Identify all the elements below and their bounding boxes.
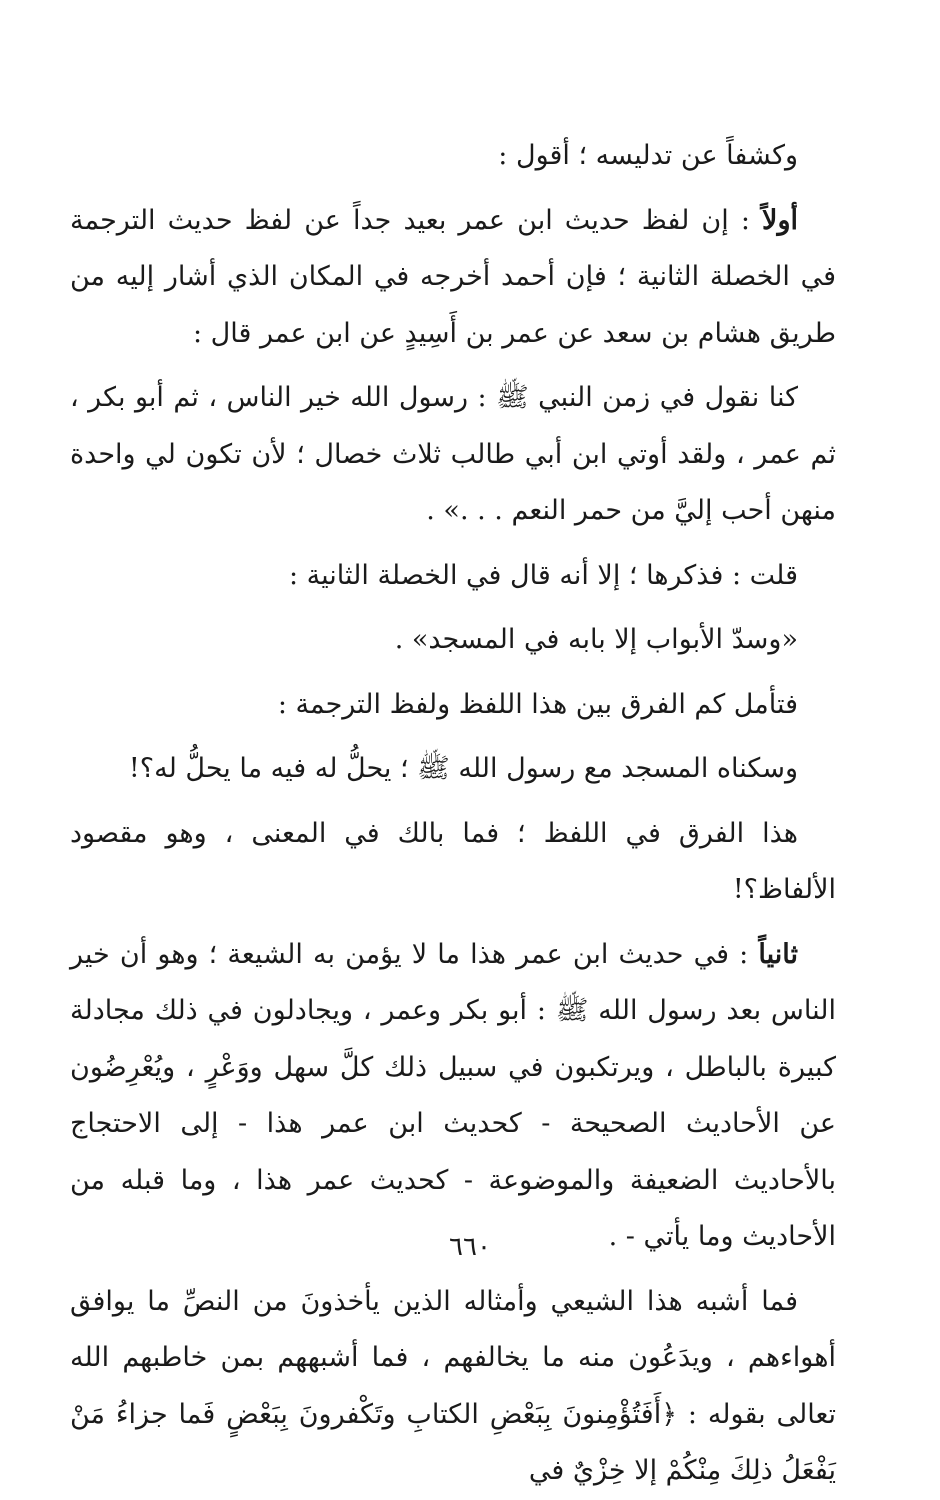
paragraph-2: أولاً : إن لفظ حديث ابن عمر بعيد جداً عن لفظ حديث الترجمة في الخصلة الثانية ؛ فإن أحمد أخرجه في المكان الذي أشار إليه من طريق هشام بن سعد عن عمر بن أَسِيدٍ عن ابن عمر قال : — [70, 204, 836, 349]
paragraph-1: وكشفاً عن تدليسه ؛ أقول : — [498, 140, 798, 171]
paragraph-9: ثانياً : في حديث ابن عمر هذا ما لا يؤمن به الشيعة ؛ وهو أن خير الناس بعد رسول الله ﷺ : أبو بكر وعمر ، ويجادلون في ذلك مجادلة كبيرة بالباطل ، ويرتكبون في سبيل ذلك كلَّ سهل ووَعْرٍ ، ويُعْرِضُون عن الأحاديث الصحيحة - كحديث ابن عمر هذا - إلى الاحتجاج بالأحاديث الضعيفة والموضوعة - كحديث عمر هذا ، وما قبله من الأحاديث وما يأتي - . — [70, 938, 836, 1252]
paragraph-4: قلت : فذكرها ؛ إلا أنه قال في الخصلة الثانية : — [288, 559, 798, 591]
paragraph-8: هذا الفرق في اللفظ ؛ فما بالك في المعنى ، وهو مقصود الألفاظ؟! — [70, 817, 836, 905]
paragraph-7: وسكناه المسجد مع رسول الله ﷺ ؛ يحلُّ له فيه ما يحلُّ له؟! — [128, 753, 798, 784]
paragraph-6: فتأمل كم الفرق بين هذا اللفظ ولفظ الترجمة : — [277, 688, 798, 720]
paragraph-3: كنا نقول في زمن النبي ﷺ : رسول الله خير الناس ، ثم أبو بكر ، ثم عمر ، ولقد أوتي ابن أبي طالب ثلاث خصال ؛ لأن تكون لي واحدة منهن أحب إليَّ من حمر النعم . . .» . — [70, 382, 836, 526]
paragraph-10: فما أشبه هذا الشيعي وأمثاله الذين يأخذونَ من النصِّ ما يوافق أهواءهم ، ويدَعُون منه ما يخالفهم ، فما أشبههم بمن خاطبهم الله تعالى بقوله : ﴿أَفَتُؤْمِنونَ بِبَعْضِ الكتابِ وتَكْفرونَ بِبَعْضٍ فَما جزاءُ مَنْ يَفْعَلُ ذلِكَ مِنْكُمْ إلا خِزْيٌ في — [70, 1285, 836, 1486]
page-number: ٦٦٠ — [449, 1232, 491, 1262]
body-text — [70, 128, 836, 1500]
paragraph-5: «وسدّ الأبواب إلا بابه في المسجد» . — [394, 624, 798, 655]
